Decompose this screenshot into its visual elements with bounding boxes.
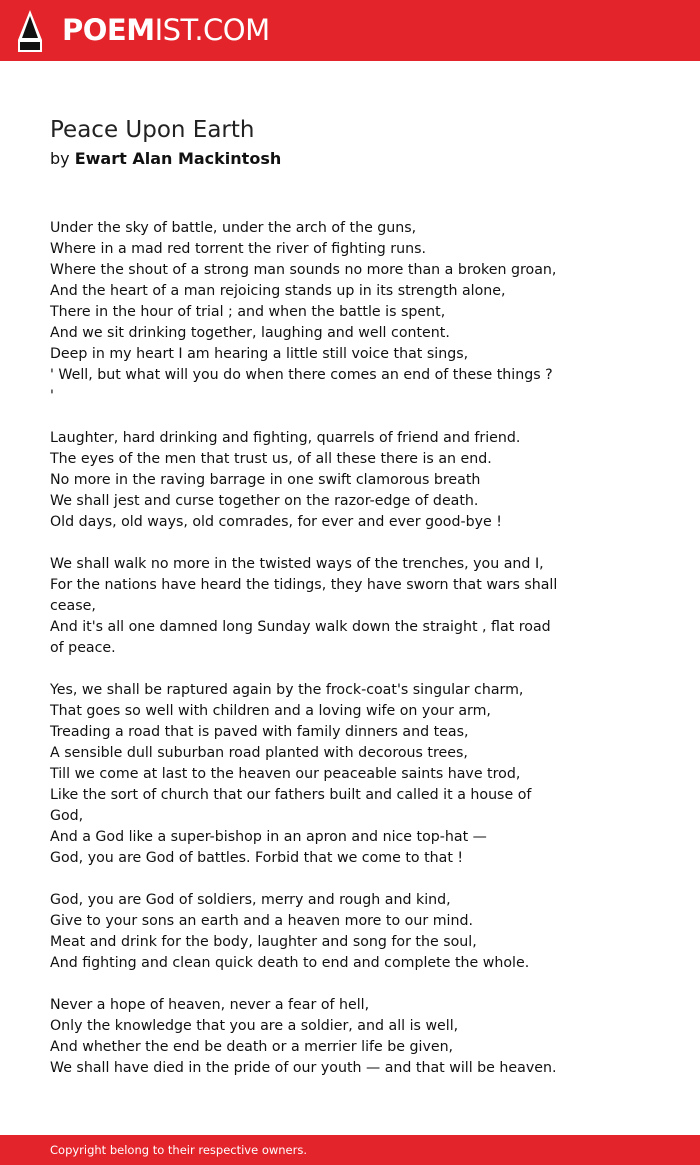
poem-line: Deep in my heart I am hearing a little still voice that sings, xyxy=(50,346,469,362)
poem-body xyxy=(50,218,560,1100)
poem-line: We shall have died in the pride of our youth — and that will be heaven. xyxy=(50,1060,557,1076)
byline xyxy=(50,149,281,168)
poem-line: There in the hour of trial ; and when the battle is spent, xyxy=(50,304,446,320)
poem-stanza xyxy=(50,680,560,869)
poem-line: Till we come at last to the heaven our peaceable saints have trod, xyxy=(50,766,521,782)
poem-line: Where the shout of a strong man sounds no more than a broken groan, xyxy=(50,262,557,278)
site-header xyxy=(0,0,700,61)
poem-line: Meat and drink for the body, laughter and song for the soul, xyxy=(50,934,477,950)
poem-line: Laughter, hard drinking and fighting, quarrels of friend and friend. xyxy=(50,430,521,446)
poem-line: The eyes of the men that trust us, of all these there is an end. xyxy=(50,451,492,467)
poem-stanza xyxy=(50,890,560,974)
brand-bold-text: POEM xyxy=(62,13,155,47)
poem-line: And a God like a super-bishop in an apron and nice top-hat — xyxy=(50,829,487,845)
brand-light-text: IST.COM xyxy=(154,13,270,47)
poem-line: Treading a road that is paved with family dinners and teas, xyxy=(50,724,469,740)
poem-line: And fighting and clean quick death to end and complete the whole. xyxy=(50,955,530,971)
poem-stanza xyxy=(50,995,560,1079)
site-logo-link[interactable] xyxy=(62,13,270,47)
poem-line: No more in the raving barrage in one swift clamorous breath xyxy=(50,472,481,488)
poem-line: And it's all one damned long Sunday walk down the straight , flat road of peace. xyxy=(50,619,551,656)
poem-line: Never a hope of heaven, never a fear of hell, xyxy=(50,997,370,1013)
author-name: Ewart Alan Mackintosh xyxy=(74,149,282,168)
poem-line: That goes so well with children and a loving wife on your arm, xyxy=(50,703,491,719)
poem-title: Peace Upon Earth xyxy=(50,117,255,143)
poem-line: And the heart of a man rejoicing stands up in its strength alone, xyxy=(50,283,506,299)
poem-line: ' Well, but what will you do when there comes an end of these things ? ' xyxy=(50,367,553,404)
by-label: by xyxy=(50,149,70,168)
poem-line: For the nations have heard the tidings, they have sworn that wars shall cease, xyxy=(50,577,558,614)
poem-stanza xyxy=(50,428,560,533)
site-footer xyxy=(0,1135,700,1165)
poem-line: Yes, we shall be raptured again by the frock-coat's singular charm, xyxy=(50,682,524,698)
poem-line: Under the sky of battle, under the arch of the guns, xyxy=(50,220,417,236)
poem-line: Like the sort of church that our fathers built and called it a house of God, xyxy=(50,787,532,824)
poem-line: Where in a mad red torrent the river of fighting runs. xyxy=(50,241,426,257)
poem-line: Give to your sons an earth and a heaven more to our mind. xyxy=(50,913,473,929)
poem-line: Old days, old ways, old comrades, for ever and ever good-bye ! xyxy=(50,514,502,530)
poem-line: And whether the end be death or a merrier life be given, xyxy=(50,1039,454,1055)
poem-line: We shall jest and curse together on the razor-edge of death. xyxy=(50,493,479,509)
poem-line: God, you are God of battles. Forbid that we come to that ! xyxy=(50,850,464,866)
poem-line: And we sit drinking together, laughing and well content. xyxy=(50,325,450,341)
poem-line: We shall walk no more in the twisted ways of the trenches, you and I, xyxy=(50,556,544,572)
poem-line: Only the knowledge that you are a soldier, and all is well, xyxy=(50,1018,459,1034)
copyright-text: Copyright belong to their respective owners. xyxy=(50,1143,308,1157)
pencil-tip-icon[interactable] xyxy=(18,10,42,52)
poem-line: God, you are God of soldiers, merry and rough and kind, xyxy=(50,892,451,908)
poem-stanza xyxy=(50,218,560,407)
poem-line: A sensible dull suburban road planted with decorous trees, xyxy=(50,745,468,761)
poem-stanza xyxy=(50,554,560,659)
